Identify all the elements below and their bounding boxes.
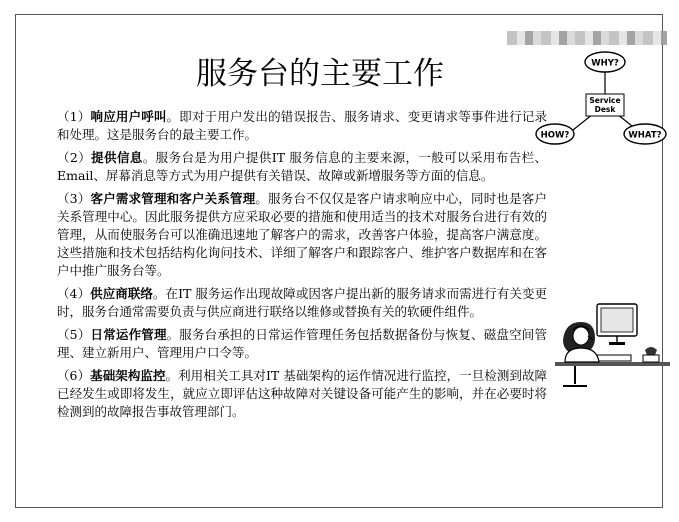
- paragraph-text: 。即对于用户发出的错误报告、服务请求、变更请求等事件进行记录和处理。这是服务台的最主要工作。: [57, 109, 547, 142]
- content-body: [57, 108, 547, 426]
- paragraph-5: [57, 326, 547, 362]
- desk-icon: [555, 362, 670, 366]
- slide-title: 服务台的主要工作: [196, 56, 444, 92]
- paragraph-4: [57, 285, 547, 321]
- paragraph-text: 。在IT 服务运作出现故障或因客户提出新的服务请求而需进行有关变更时，服务台通常需要负责与供应商进行联络以维修或替换有关的软硬件组件。: [57, 286, 548, 319]
- watermark: [507, 31, 667, 45]
- service-desk-label-2: Desk: [594, 105, 616, 114]
- service-desk-label-1: Service: [589, 96, 621, 105]
- paragraph-lead: 提供信息: [91, 150, 143, 165]
- paragraph-number: （1）: [57, 109, 91, 124]
- paragraph-lead: 基础架构监控: [90, 368, 166, 383]
- service-desk-diagram: [535, 48, 667, 148]
- paragraph-number: （4）: [57, 286, 91, 301]
- why-label: WHY?: [591, 58, 619, 69]
- paragraph-number: （5）: [57, 327, 91, 342]
- operator-icon: [563, 322, 599, 362]
- paragraph-3: [57, 190, 547, 280]
- paragraph-1: [57, 108, 547, 144]
- paragraph-number: （2）: [57, 150, 92, 165]
- paragraph-text: 。服务台是为用户提供IT 服务信息的主要来源，一般可以采用布告栏、Email、屏幕消息等方式为用户提供有关错误、故障或新增服务等方面的信息。: [57, 150, 548, 183]
- paragraph-lead: 供应商联络: [90, 286, 153, 301]
- what-label: WHAT?: [628, 130, 662, 141]
- how-label: HOW?: [540, 130, 570, 141]
- paragraph-2: [57, 149, 547, 185]
- paragraph-lead: 客户需求管理和客户关系管理: [90, 191, 256, 206]
- paragraph-6: [57, 367, 547, 421]
- keyboard-icon: [595, 355, 631, 361]
- paragraph-text: 。服务台承担的日常运作管理任务包括数据备份与恢复、磁盘空间管理、建立新用户、管理用户口令等。: [57, 327, 547, 360]
- paragraph-lead: 响应用户呼叫: [90, 109, 167, 124]
- paragraph-text: 。利用相关工具对IT 基础架构的运作情况进行监控，一旦检测到故障已经发生或即将发生，就应立即评估这种故障对关键设备可能产生的影响，并在必要时将检测到的故障报告事故管理部门。: [57, 368, 548, 419]
- paragraph-number: （6）: [57, 368, 91, 383]
- paragraph-text: 。服务台不仅仅是客户请求响应中心，同时也是客户关系管理中心。因此服务提供方应采取必要的措施和使用适当的技术对服务台进行有效的管理，从而使服务台可以准确迅速地了解客户的需求，改善客户体验，提高客户满意度。这些措施和技术包括结构化询问技术、详细了解客户和跟踪客户、维护客户数据库和在客户中推广服务台等。: [57, 191, 547, 278]
- help-desk-operator-illustration: [555, 300, 670, 390]
- telephone-icon: [645, 347, 657, 355]
- paragraph-lead: 日常运作管理: [90, 327, 167, 342]
- paragraph-number: （3）: [57, 191, 91, 206]
